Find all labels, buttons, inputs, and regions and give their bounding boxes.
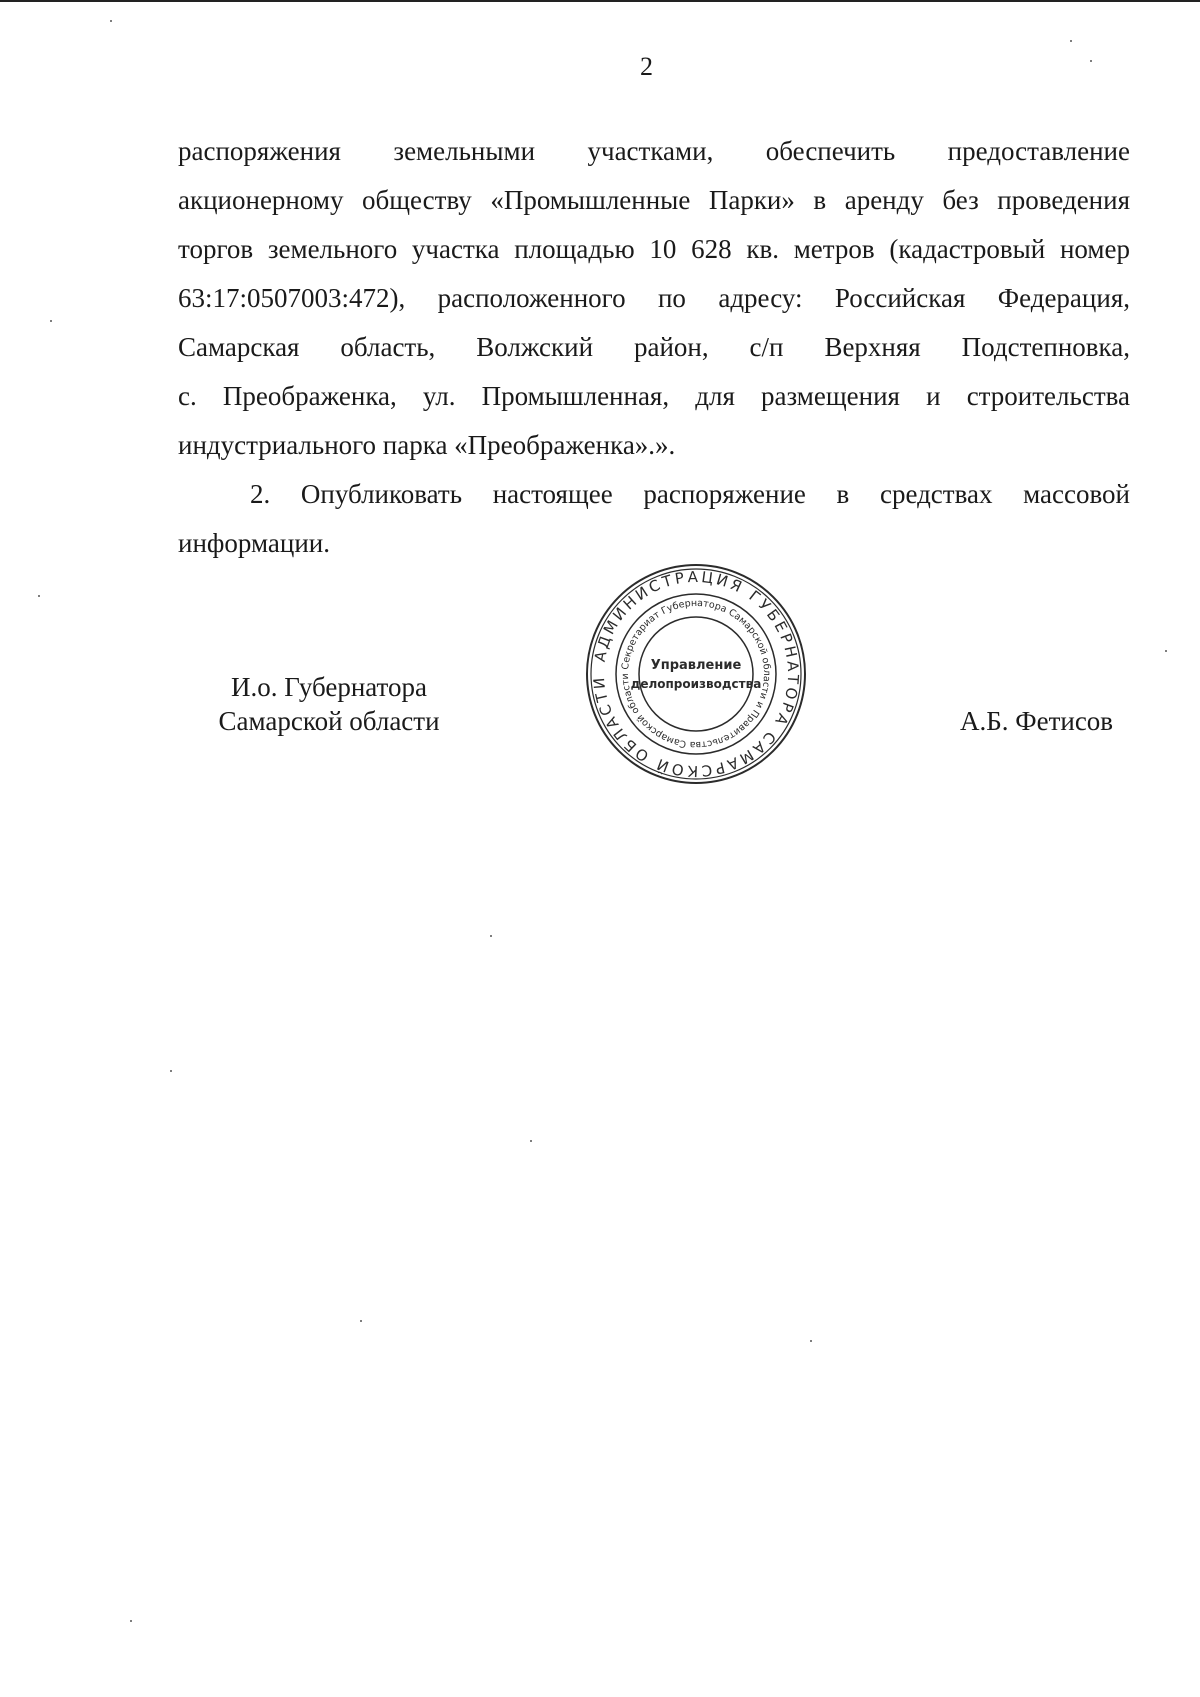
page-number: 2 [640, 52, 653, 81]
scan-speck [530, 1140, 532, 1142]
signatory-role-line-2: Самарской области [218, 706, 440, 736]
signatory-role [205, 670, 453, 738]
paragraph-2-line-1: 2. Опубликовать настоящее распоряжение в средствах массовой [250, 479, 1130, 509]
paragraph-1-line-3: торгов земельного участка площадью 10 628 кв. метров (кадастровый номер [178, 234, 1130, 264]
stamp-middle-ring [616, 594, 776, 754]
scan-speck [1070, 40, 1072, 42]
scan-speck [1165, 650, 1167, 652]
page-top-edge [0, 0, 1200, 2]
stamp-center-line-2: делопроизводства [630, 677, 762, 691]
paragraph-1-line-5: Самарская область, Волжский район, с/п Верхняя Подстепновка, [178, 332, 1130, 362]
scan-speck [1090, 60, 1092, 62]
paragraph-1-line-4: 63:17:0507003:472), расположенного по адресу: Российская Федерация, [178, 283, 1130, 313]
paragraph-1-line-1: распоряжения земельными участками, обеспечить предоставление [178, 136, 1130, 166]
signatory-role-line-1: И.о. Губернатора [230, 672, 427, 702]
signatory-name: А.Б. Фетисов [960, 706, 1114, 736]
scan-speck [170, 1070, 172, 1072]
stamp-outer-ring [587, 565, 805, 783]
scan-speck [50, 320, 52, 322]
stamp-outer-text: АДМИНИСТРАЦИЯ ГУБЕРНАТОРА САМАРСКОЙ ОБЛАСТИ [589, 567, 803, 781]
scan-speck [360, 1320, 362, 1322]
scan-speck [130, 1620, 132, 1622]
stamp-inner-text: Секретариат Губернатора Самарской области и Правительства Самарской области [619, 597, 773, 751]
stamp-inner-ring [639, 617, 753, 731]
paragraph-1-line-2: акционерному обществу «Промышленные Парки» в аренду без проведения [178, 185, 1130, 215]
scan-speck [110, 20, 112, 22]
scan-speck [810, 1340, 812, 1342]
scan-speck [490, 935, 492, 937]
official-stamp [584, 562, 808, 786]
stamp-center-line-1: Управление [650, 658, 742, 673]
paragraph-1-line-7: индустриального парка «Преображенка».». [178, 430, 676, 460]
scan-speck [38, 595, 40, 597]
paragraph-2-line-2: информации. [178, 528, 330, 558]
paragraph-1-line-6: с. Преображенка, ул. Промышленная, для размещения и строительства [178, 381, 1130, 411]
